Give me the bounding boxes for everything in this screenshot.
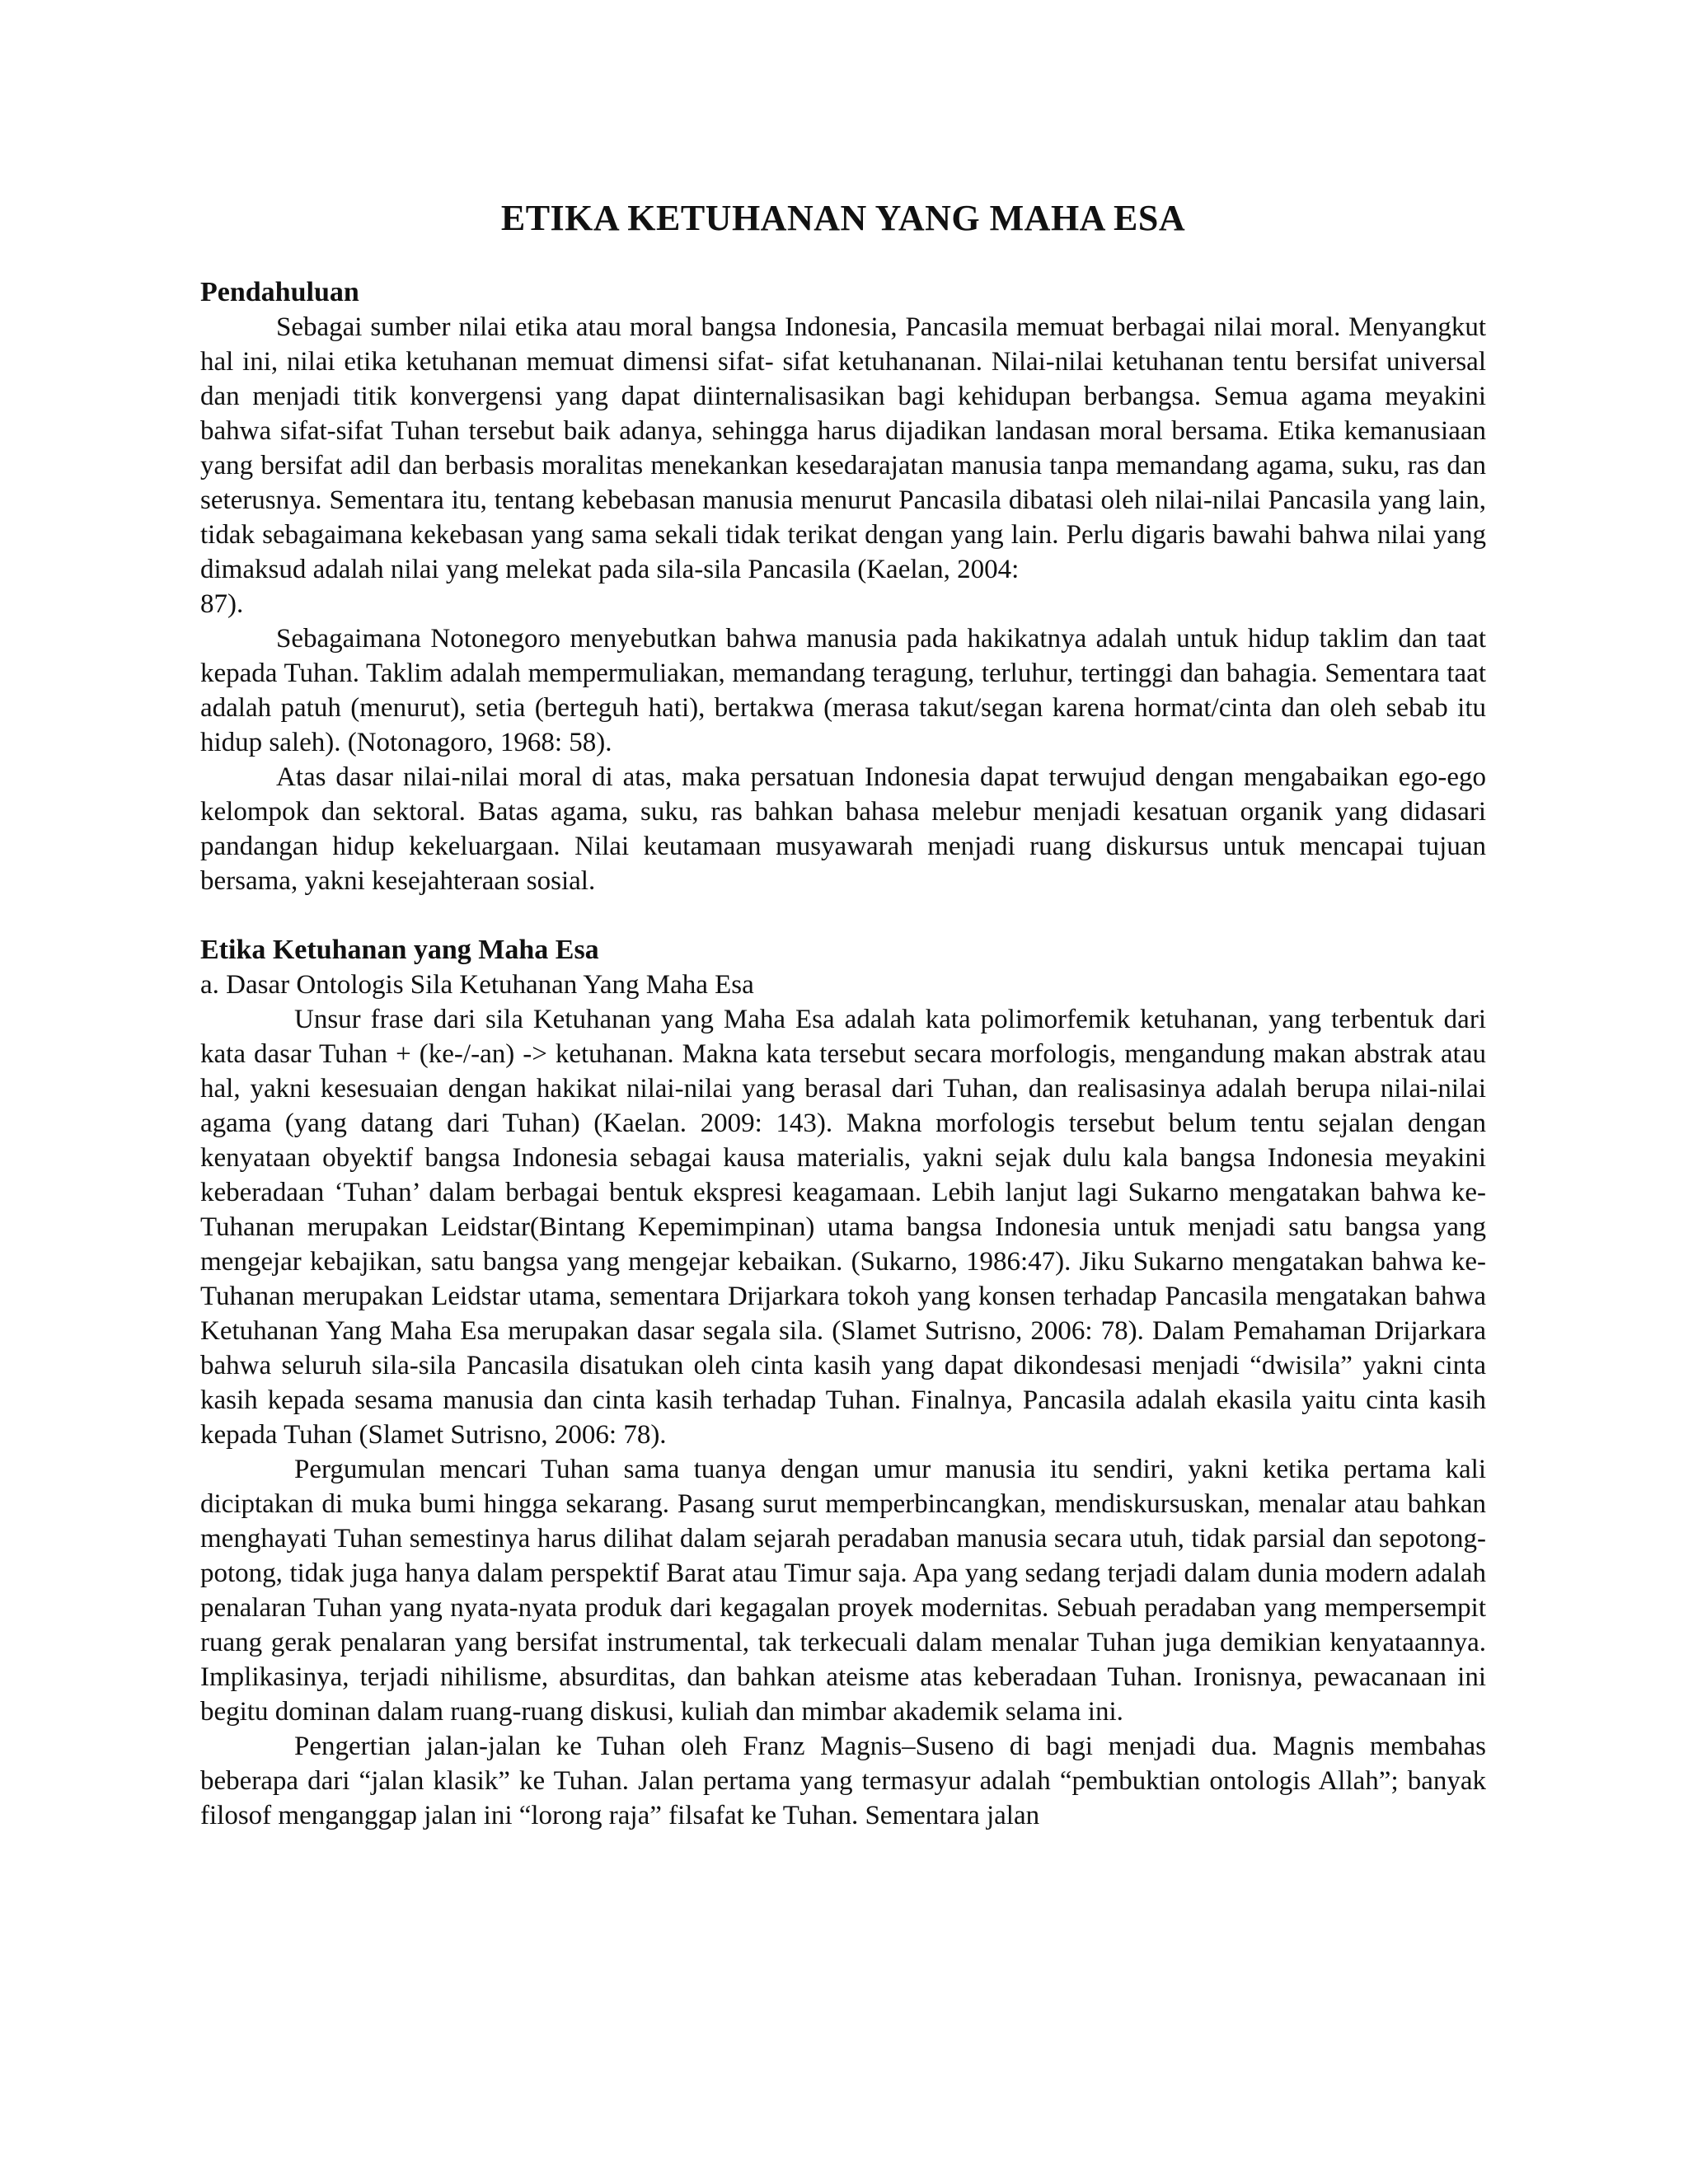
paragraph: Pergumulan mencari Tuhan sama tuanya dengan umur manusia itu sendiri, yakni ketika pertama kali diciptakan di muka bumi hingga sekarang. Pasang surut memperbincangkan, mendiskursuskan, menalar atau bahkan menghayati Tuhan semestinya harus dilihat dalam sejarah peradaban manusia secara utuh, tidak parsial dan sepotong-potong, tidak juga hanya dalam perspektif Barat atau Timur saja. Apa yang sedang terjadi dalam dunia modern adalah penalaran Tuhan yang nyata-nyata produk dari kegagalan proyek modernitas. Sebuah peradaban yang mempersempit ruang gerak penalaran yang bersifat instrumental, tak terkecuali dalam menalar Tuhan juga demikian kenyataannya. Implikasinya, terjadi nihilisme, absurditas, dan bahkan ateisme atas keberadaan Tuhan. Ironisnya, pewacanaan ini begitu dominan dalam ruang-ruang diskusi, kuliah dan mimbar akademik selama ini.: [200, 1455, 1486, 1727]
section-heading-pendahuluan: Pendahuluan: [200, 277, 359, 307]
document-page: [200, 196, 1486, 1833]
section-heading-etika-ketuhanan: Etika Ketuhanan yang Maha Esa: [200, 935, 599, 965]
paragraph: Unsur frase dari sila Ketuhanan yang Maha Esa adalah kata polimorfemik ketuhanan, yang terbentuk dari kata dasar Tuhan + (ke-/-an) -> ketuhanan. Makna kata tersebut secara morfologis, mengandung makan abstrak atau hal, yakni kesesuaian dengan hakikat nilai-nilai yang berasal dari Tuhan, dan realisasinya adalah berupa nilai-nilai agama (yang datang dari Tuhan) (Kaelan. 2009: 143). Makna morfologis tersebut belum tentu sejalan dengan kenyataan obyektif bangsa Indonesia sebagai kausa materialis, yakni sejak dulu kala bangsa Indonesia meyakini keberadaan ‘Tuhan’ dalam berbagai bentuk ekspresi keagamaan. Lebih lanjut lagi Sukarno mengatakan bahwa ke-Tuhanan merupakan Leidstar(Bintang Kepemimpinan) utama bangsa Indonesia untuk menjadi satu bangsa yang mengejar kebajikan, satu bangsa yang mengejar kebaikan. (Sukarno, 1986:47). Jiku Sukarno mengatakan bahwa ke-Tuhanan merupakan Leidstar utama, sementara Drijarkara tokoh yang konsen terhadap Pancasila mengatakan bahwa Ketuhanan Yang Maha Esa merupakan dasar segala sila. (Slamet Sutrisno, 2006: 78). Dalam Pemahaman Drijarkara bahwa seluruh sila-sila Pancasila disatukan oleh cinta kasih yang dapat dikondesasi menjadi “dwisila” yakni cinta kasih kepada sesama manusia dan cinta kasih terhadap Tuhan. Finalnya, Pancasila adalah ekasila yaitu cinta kasih kepada Tuhan (Slamet Sutrisno, 2006: 78).: [200, 1005, 1486, 1450]
paragraph: Sebagaimana Notonegoro menyebutkan bahwa manusia pada hakikatnya adalah untuk hidup taklim dan taat kepada Tuhan. Taklim adalah mempermuliakan, memandang teragung, terluhur, tertinggi dan bahagia. Sementara taat adalah patuh (menurut), setia (berteguh hati), bertakwa (merasa takut/segan karena hormat/cinta dan oleh sebab itu hidup saleh). (Notonagoro, 1968: 58).: [200, 624, 1486, 757]
paragraph-text: Sebagai sumber nilai etika atau moral bangsa Indonesia, Pancasila memuat berbagai nilai moral. Menyangkut hal ini, nilai etika ketuhanan memuat dimensi sifat- sifat ketuhananan. Nilai-nilai ketuhanan tentu bersifat universal dan menjadi titik konvergensi yang dapat diinternalisasikan bagi kehidupan berbangsa. Semua agama meyakini bahwa sifat-sifat Tuhan tersebut baik adanya, sehingga harus dijadikan landasan moral bersama. Etika kemanusiaan yang bersifat adil dan berbasis moralitas menekankan kesedarajatan manusia tanpa memandang agama, suku, ras dan seterusnya. Sementara itu, tentang kebebasan manusia menurut Pancasila dibatasi oleh nilai-nilai Pancasila yang lain, tidak sebagaimana kekebasan yang sama sekali tidak terikat dengan yang lain. Perlu digaris bawahi bahwa nilai yang dimaksud adalah nilai yang melekat pada sila-sila Pancasila (Kaelan, 2004:: [200, 312, 1486, 584]
citation-tail: 87).: [200, 589, 244, 619]
paragraph: Pengertian jalan-jalan ke Tuhan oleh Franz Magnis–Suseno di bagi menjadi dua. Magnis membahas beberapa dari “jalan klasik” ke Tuhan. Jalan pertama yang termasyur adalah “pembuktian ontologis Allah”; banyak filosof menganggap jalan ini “lorong raja” filsafat ke Tuhan. Sementara jalan: [200, 1732, 1486, 1830]
section-spacer: [200, 898, 1486, 933]
subsection-heading: a. Dasar Ontologis Sila Ketuhanan Yang Maha Esa: [200, 970, 754, 1000]
paragraph: [200, 310, 1486, 621]
paragraph: Atas dasar nilai-nilai moral di atas, maka persatuan Indonesia dapat terwujud dengan mengabaikan ego-ego kelompok dan sektoral. Batas agama, suku, ras bahkan bahasa melebur menjadi kesatuan organik yang didasari pandangan hidup kekeluargaan. Nilai keutamaan musyawarah menjadi ruang diskursus untuk mencapai tujuan bersama, yakni kesejahteraan sosial.: [200, 762, 1486, 896]
document-title: ETIKA KETUHANAN YANG MAHA ESA: [500, 198, 1186, 238]
